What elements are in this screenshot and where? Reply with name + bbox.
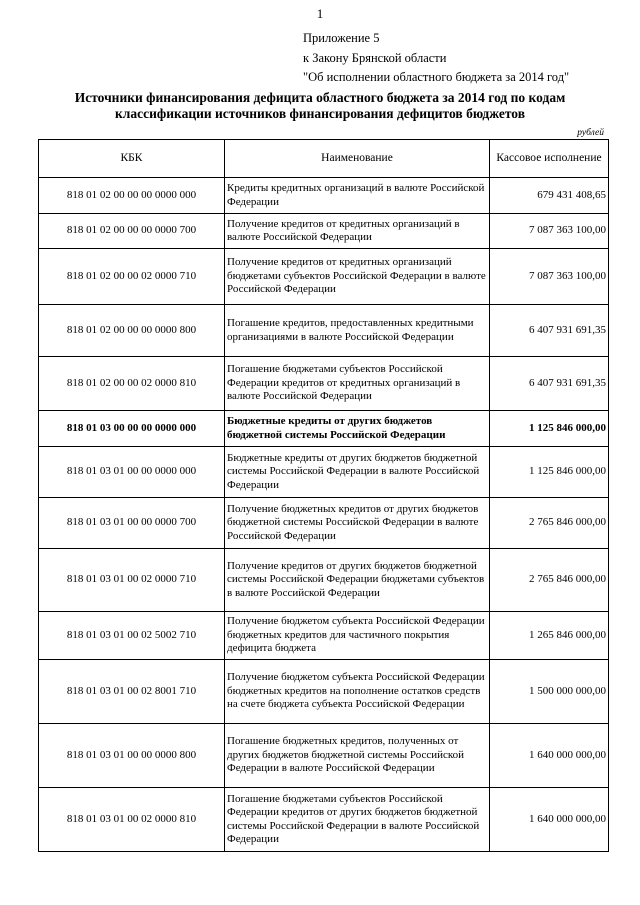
amount-cell: 679 431 408,65	[490, 178, 609, 214]
financing-sources-table	[38, 139, 609, 852]
table-row	[39, 305, 609, 357]
table-row	[39, 498, 609, 549]
name-cell: Погашение бюджетных кредитов, полученных от других бюджетов бюджетной системы Российской Федерации в валюте Российской Федерации	[225, 724, 490, 788]
header-amount: Кассовое исполнение	[490, 140, 609, 178]
kbk-cell: 818 01 03 01 00 00 0000 700	[39, 498, 225, 549]
table-row	[39, 178, 609, 214]
name-cell: Получение бюджетных кредитов от других бюджетов бюджетной системы Российской Федерации в валюте Российской Федерации	[225, 498, 490, 549]
amount-cell: 1 640 000 000,00	[490, 788, 609, 852]
table-row	[39, 549, 609, 612]
table-row	[39, 357, 609, 411]
kbk-cell: 818 01 02 00 00 02 0000 710	[39, 249, 225, 305]
name-cell: Получение кредитов от кредитных организаций в валюте Российской Федерации	[225, 214, 490, 249]
kbk-cell: 818 01 03 01 00 02 0000 810	[39, 788, 225, 852]
kbk-cell: 818 01 02 00 00 00 0000 800	[39, 305, 225, 357]
header-name: Наименование	[225, 140, 490, 178]
name-cell: Получение бюджетом субъекта Российской Федерации бюджетных кредитов для частичного покрытия дефицита бюджета	[225, 612, 490, 660]
name-cell: Погашение бюджетами субъектов Российской Федерации кредитов от других бюджетов бюджетной системы Российской Федерации в валюте Российской Федерации	[225, 788, 490, 852]
name-cell: Погашение бюджетами субъектов Российской Федерации кредитов от кредитных организаций в валюте Российской Федерации	[225, 357, 490, 411]
amount-cell: 1 500 000 000,00	[490, 660, 609, 724]
kbk-cell: 818 01 02 00 00 00 0000 700	[39, 214, 225, 249]
kbk-cell: 818 01 03 01 00 00 0000 000	[39, 447, 225, 498]
title-line-2: классификации источников финансирования дефицитов бюджетов	[115, 106, 525, 121]
table-row	[39, 660, 609, 724]
kbk-cell: 818 01 03 00 00 00 0000 000	[39, 411, 225, 447]
page-number: 1	[316, 6, 324, 21]
amount-cell: 6 407 931 691,35	[490, 357, 609, 411]
name-cell: Кредиты кредитных организаций в валюте Российской Федерации	[225, 178, 490, 214]
appendix-line-1: Приложение 5	[303, 31, 380, 45]
amount-cell: 1 640 000 000,00	[490, 724, 609, 788]
amount-cell: 7 087 363 100,00	[490, 214, 609, 249]
amount-cell: 6 407 931 691,35	[490, 305, 609, 357]
table-row	[39, 249, 609, 305]
table-row	[39, 612, 609, 660]
table-header-row	[39, 140, 609, 178]
amount-cell: 1 125 846 000,00	[490, 447, 609, 498]
amount-cell: 1 265 846 000,00	[490, 612, 609, 660]
name-cell: Получение бюджетом субъекта Российской Федерации бюджетных кредитов на пополнение остатков средств на счете бюджета субъекта Российской Федерации	[225, 660, 490, 724]
document-title	[40, 90, 600, 122]
kbk-cell: 818 01 02 00 00 00 0000 000	[39, 178, 225, 214]
name-cell: Бюджетные кредиты от других бюджетов бюджетной системы Российской Федерации	[225, 411, 490, 447]
kbk-cell: 818 01 03 01 00 02 8001 710	[39, 660, 225, 724]
kbk-cell: 818 01 03 01 00 00 0000 800	[39, 724, 225, 788]
header-kbk: КБК	[39, 140, 225, 178]
amount-cell: 1 125 846 000,00	[490, 411, 609, 447]
table-row	[39, 411, 609, 447]
kbk-cell: 818 01 03 01 00 02 5002 710	[39, 612, 225, 660]
name-cell: Погашение кредитов, предоставленных кредитными организациями в валюте Российской Федерации	[225, 305, 490, 357]
units-label: рублей	[577, 128, 604, 138]
appendix-line-2: к Закону Брянской области	[303, 51, 447, 65]
name-cell: Бюджетные кредиты от других бюджетов бюджетной системы Российской Федерации в валюте Российской Федерации	[225, 447, 490, 498]
table-row	[39, 214, 609, 249]
table-row	[39, 724, 609, 788]
kbk-cell: 818 01 03 01 00 02 0000 710	[39, 549, 225, 612]
amount-cell: 7 087 363 100,00	[490, 249, 609, 305]
amount-cell: 2 765 846 000,00	[490, 498, 609, 549]
title-line-1: Источники финансирования дефицита областного бюджета за 2014 год по кодам	[74, 90, 566, 105]
table-row	[39, 447, 609, 498]
name-cell: Получение кредитов от кредитных организаций бюджетами субъектов Российской Федерации в валюте Российской Федерации	[225, 249, 490, 305]
amount-cell: 2 765 846 000,00	[490, 549, 609, 612]
table-row	[39, 788, 609, 852]
kbk-cell: 818 01 02 00 00 02 0000 810	[39, 357, 225, 411]
appendix-line-3: "Об исполнении областного бюджета за 2014 год"	[303, 70, 570, 84]
name-cell: Получение кредитов от других бюджетов бюджетной системы Российской Федерации бюджетами субъектов в валюте Российской Федерации	[225, 549, 490, 612]
